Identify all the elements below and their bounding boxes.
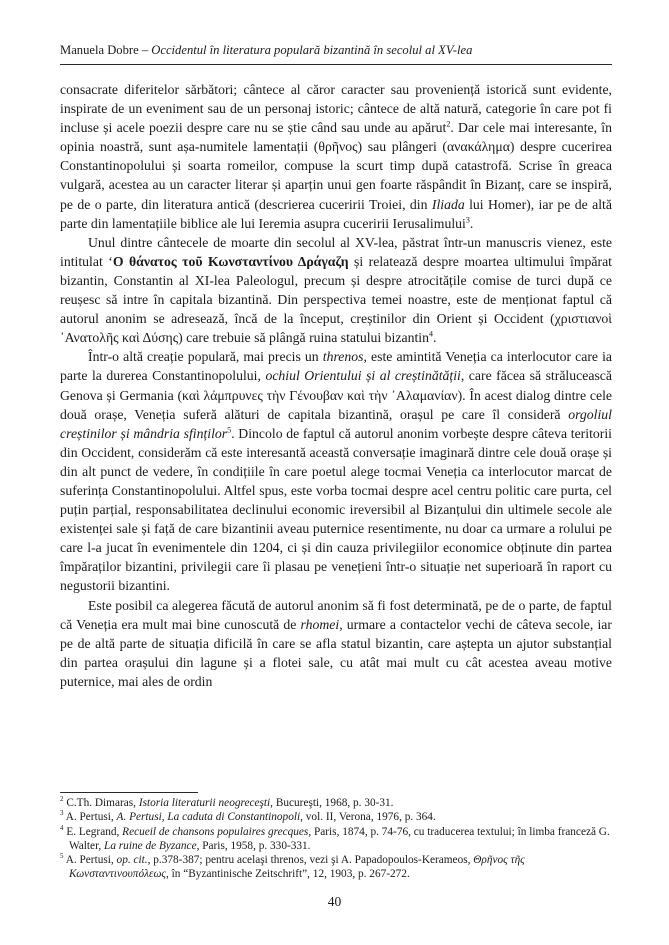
text-run: , urmare a contactelor vechi de câteva secole, iar pe de altă parte de situația dificilă în care se afla statul bizantin, care aștepta un ajutor substanțial din partea orașului din lagune și a flotei sale, cu atât mai mult cu cât acestea aveau motive puternice, mai ales de ordin <box>60 616 612 689</box>
italic-text: threnos <box>322 349 364 365</box>
text-run: . Dincolo de faptul că autorul anonim vorbește despre câteva teritorii din Occident, considerăm că este interesantă această conversație imaginară dintre cele două orașe și din alt punct de vedere, în condițiile în care poetul alege tocmai Veneția ca interlocutor marcat de suferința Constantinopolului. Altfel spus, este vorba tocmai despre acel centru politic care purta, cel puțin parțial, responsabilitatea declinului economic ireversibil al Bizanțului din ultimele secole ale existenței sale și față de care bizantinii aveau puternice resentimente, nu doar ca urmare a rolului pe care l-a jucat în evenimentele din 1204, ci și din cauza privilegiilor economice obținute din partea împăraților bizantini, privilegii care îi plasau pe venețieni într-o situație net superioară în raport cu negustorii bizantini. <box>60 425 612 594</box>
running-head <box>60 42 612 58</box>
paragraph <box>60 347 612 595</box>
italic-text: op. cit. <box>116 854 148 867</box>
paragraph <box>60 596 612 691</box>
italic-text: ochiul Orientului și al creștinătății <box>265 368 461 384</box>
text-run: Unul dintre cântecele de moarte din secolul al XV-lea, păstrat într-un manuscris vienez, este intitulat ‘ <box>60 234 612 269</box>
running-head-title: Occidentul în literatura populară bizantină în secolul al XV-lea <box>151 43 473 57</box>
header-rule <box>60 64 612 65</box>
paragraph <box>60 233 612 348</box>
italic-text: rhomei <box>300 616 340 632</box>
running-head-separator: – <box>138 43 152 57</box>
footnote-ref: 4 <box>60 823 64 832</box>
text-run: . Dar cele mai interesante, în opinia noastră, sunt așa-numitele lamentații (θρῆνος) sau plângeri (ανακάλημα) despre cucerirea Constantinopolului și soarta romeilor, compuse la scurt timp după catastrofă. Scrise în greaca vulgară, acestea au un caracter literar și aparțin unui gen foarte răspândit în Bizanț, care se inspiră, pe de o parte, din literatura antică (descrierea cuceririi Troiei, din <box>60 120 612 212</box>
footnote-ref: 5 <box>227 425 232 435</box>
text-run: vol. II, Verona, 1976, p. 364. <box>302 811 436 824</box>
footnote-ref: 3 <box>465 215 470 225</box>
footnote-ref: 2 <box>446 119 451 129</box>
text-run: , Paris, 1958, p. 330-331. <box>196 839 311 852</box>
text-run: , este amintită Veneția ca interlocutor care ia parte la durerea Constantinopolului, <box>60 349 613 384</box>
bold-text: Ο θάνατος τοῦ Κωνσταντίνου Δράγαζη <box>112 253 349 269</box>
text-run: , în “Byzantinische Zeitschrift”, 12, 1903, p. 267-272. <box>166 868 410 881</box>
italic-text: La ruine de Byzance <box>104 839 197 852</box>
text-run: , Paris, 1874, p. 74-76, cu traducerea textului; în limba franceză G. Walter, <box>69 825 610 852</box>
footnotes <box>60 796 612 882</box>
text-run: lui Homer), iar pe de altă parte din lamentațiile biblice ale lui Ieremia asupra cuceririi Ierusalimului <box>60 196 612 231</box>
italic-text: A. Pertusi, La caduta di Constantinopoli, <box>116 811 303 824</box>
text-run: , care făcea să strălucească Genova și Germania (καὶ λάμπρυνες τὴν Γένουβαν καὶ τὴν ᾿Αλαμανίαν). În acest dialog dintre cele două orașe, Veneția suferă alături de capitala bizantină, orașul pe care îl consideră <box>60 368 612 422</box>
footnote-ref: 4 <box>428 329 433 339</box>
text-run: C.Th. Dimaras, <box>63 797 139 809</box>
italic-text: Recueil de chansons populaires grecques <box>122 825 309 838</box>
text-run: Este posibil ca alegerea făcută de autorul anonim să fi fost determinată, pe de o parte, de faptul că Veneția era mult mai bine cunoscută de <box>60 597 612 632</box>
footnote-rule <box>60 792 198 793</box>
footnote-ref: 5 <box>60 852 64 861</box>
running-head-author: Manuela Dobre <box>60 43 139 57</box>
text-run: consacrate diferitelor sărbători; cântece al căror caracter sau proveniență istorică sunt evidente, inspirate de un eveniment sau de un personaj istoric; cântece de altă natură, categorie în care pot fi incluse și acele poezii despre care nu se știe când sau unde au apărut <box>60 82 612 136</box>
footnote <box>60 825 612 854</box>
italic-text: Iliada <box>431 196 465 212</box>
text-run: . <box>432 330 437 346</box>
footnote <box>60 853 612 882</box>
text-run: . <box>469 215 474 231</box>
text-run: Într-o altă creație populară, mai precis un <box>88 349 323 365</box>
footnote <box>60 810 612 824</box>
text-run: Bucureşti, 1968, p. 30-31. <box>273 797 394 809</box>
footnote-ref: 3 <box>60 809 64 818</box>
text-run: A. Pertusi, <box>63 854 117 867</box>
italic-text: Istoria literaturii neogreceşti, <box>138 797 274 809</box>
text-run: , p.378-387; pentru acelaşi threnos, vezi şi A. Papadopoulos-Kerameos, <box>147 854 474 867</box>
footnote <box>60 796 612 810</box>
body-text <box>60 80 612 691</box>
text-run: E. Legrand, <box>63 825 123 838</box>
italic-text: orgoliul creștinilor și mândria sfinților <box>60 406 612 441</box>
footnote-ref: 2 <box>60 795 64 804</box>
italic-text: Θρῆνος τῆς Κωνσταντινουπόλεως <box>69 854 525 881</box>
paragraph <box>60 80 612 233</box>
text-run: și relatează despre moartea ultimului împărat bizantin, Constantin al XI-lea Paleologul, precum și despre atrocitățile comise de turci după ce reușesc să intre în capitala bizantină. Din perspectiva temei noastre, este de menționat faptul că autorul anonim se adresează, încă de la început, creștinilor din Orient și Occident (χριστιανοὶ ᾿Ανατολῆς καὶ Δύσης) care trebuie să plângă ruina statului bizantin <box>60 253 612 346</box>
page-number: 40 <box>327 894 342 909</box>
text-run: A. Pertusi, <box>63 811 117 824</box>
